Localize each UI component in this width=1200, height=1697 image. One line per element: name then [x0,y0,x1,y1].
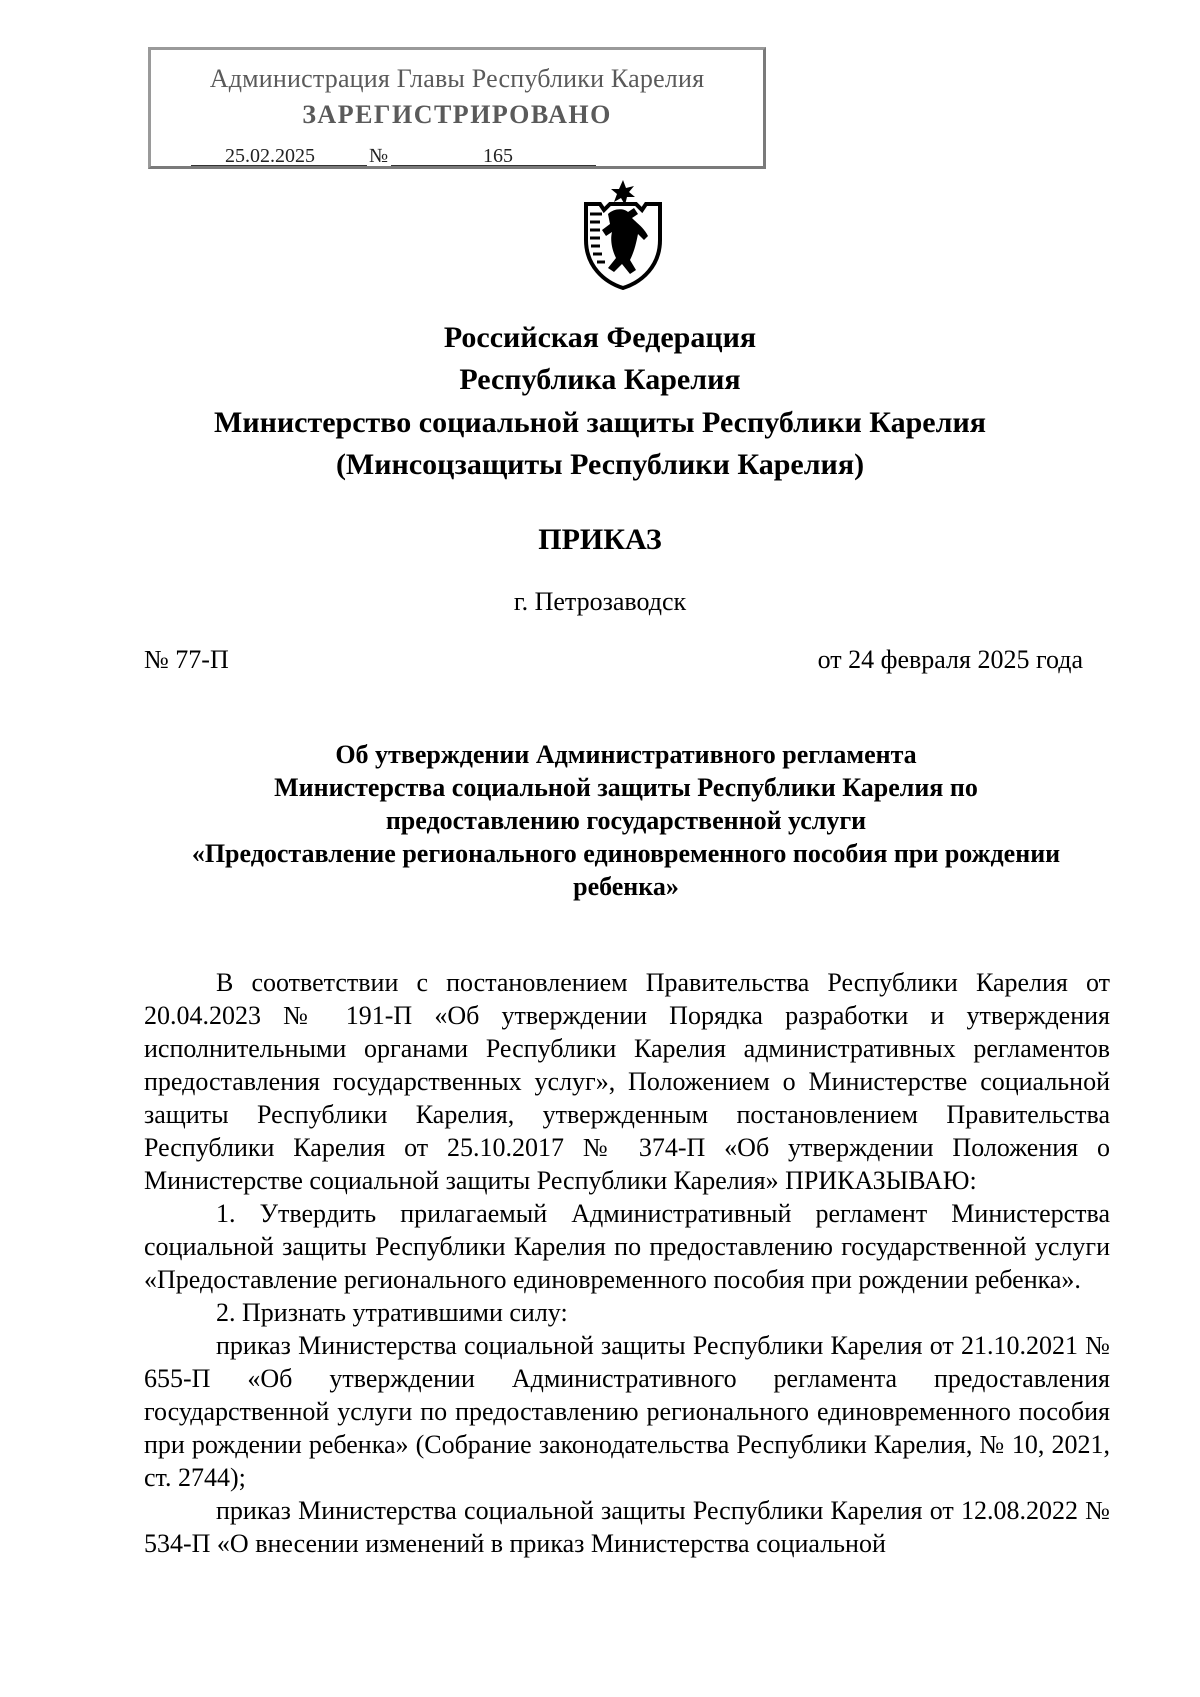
body-paragraph: приказ Министерства социальной защиты Республики Карелия от 12.08.2022 № 534-П «О внесении изменений в приказ Министерства социальной [144,1496,1110,1558]
body-paragraph: приказ Министерства социальной защиты Республики Карелия от 21.10.2021 № 655-П «Об утверждении Административного регламента предоставления государственной услуги по предоставлению регионального единовременного пособия при рождении ребенка» (Собрание законодательства Республики Карелия, № 10, 2021, ст. 2744); [144,1331,1110,1492]
body-paragraph: 2. Признать утратившими силу: [216,1298,568,1327]
title-line: Об утверждении Административного регламента [335,740,917,769]
title-line: ребенка» [573,872,679,901]
header-ministry-short: (Минсоцзащиты Республики Карелия) [335,448,865,481]
order-number: № 77-П [144,645,229,674]
karelia-coat-of-arms-icon [578,178,668,290]
registration-stamp [148,47,766,169]
stamp-authority: Администрация Главы Республики Карелия [209,64,705,93]
stamp-underline [323,164,367,166]
document-city: г. Петрозаводск [513,587,687,616]
title-line: Министерства социальной защиты Республики Карелия по [274,773,978,802]
stamp-number-sign: № [369,145,389,167]
document-body [144,966,1110,1560]
header-ministry: Министерство социальной защиты Республики Карелия [214,406,986,439]
document-type: ПРИКАЗ [538,523,662,556]
stamp-number: 165 [483,145,513,167]
document-title [140,738,1112,903]
order-date: от 24 февраля 2025 года [817,645,1083,674]
header-country: Российская Федерация [443,321,757,354]
stamp-registration-row [191,145,747,169]
body-paragraph: 1. Утвердить прилагаемый Административный регламент Министерства социальной защиты Республики Карелия по предоставлению государственной услуги «Предоставление регионального единовременного пособия при рождении ребенка». [144,1199,1110,1294]
body-paragraph: В соответствии с постановлением Правительства Республики Карелия от 20.04.2023 № 191-П «Об утверждении Порядка разработки и утверждения исполнительными органами Республики Карелия административных регламентов предоставления государственных услуг», Положением о Министерстве социальной защиты Республики Карелия, утвержденным постановлением Правительства Республики Карелия от 25.10.2017 № 374-П «Об утверждении Положения о Министерстве социальной защиты Республики Карелия» ПРИКАЗЫВАЮ: [144,968,1110,1195]
title-line: «Предоставление регионального единовременного пособия при рождении [191,839,1061,868]
stamp-registered: ЗАРЕГИСТРИРОВАНО [302,100,612,129]
header-republic: Республика Карелия [459,363,741,396]
title-line: предоставлению государственной услуги [385,806,867,835]
stamp-date: 25.02.2025 [225,145,315,167]
